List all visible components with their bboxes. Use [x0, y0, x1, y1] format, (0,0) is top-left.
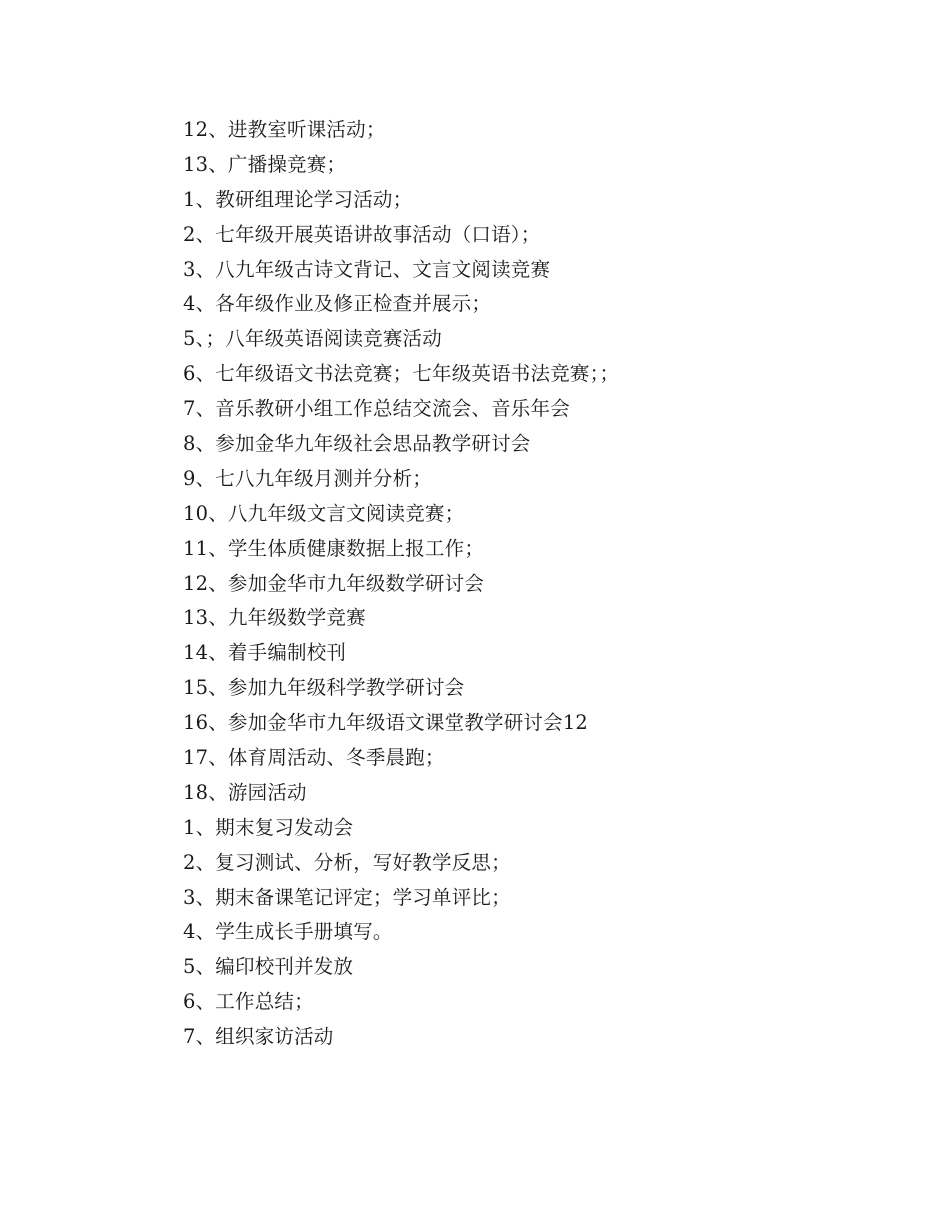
- list-item: 5、编印校刊并发放: [183, 955, 354, 979]
- list-item: 13、九年级数学竞赛: [183, 606, 366, 630]
- list-item: 9、七八九年级月测并分析；: [183, 466, 433, 490]
- list-item: 3、期末备课笔记评定；学习单评比；: [183, 885, 511, 909]
- list-item: 4、学生成长手册填写。: [183, 920, 393, 944]
- list-item: 10、八九年级文言文阅读竞赛；: [183, 501, 465, 525]
- list-item: 5、；八年级英语阅读竞赛活动: [183, 327, 442, 351]
- list-item: 14、着手编制校刊: [183, 641, 347, 665]
- list-item: 4、各年级作业及修正检查并展示；: [183, 292, 492, 316]
- list-item: 12、进教室听课活动；: [183, 118, 386, 141]
- list-item: 16、参加金华市九年级语文课堂教学研讨会12: [183, 711, 589, 735]
- list-item: 6、七年级语文书法竞赛；七年级英语书法竞赛；；: [183, 362, 620, 386]
- list-item: 15、参加九年级科学教学研讨会: [183, 676, 465, 700]
- list-item: 3、八九年级古诗文背记、文言文阅读竞赛: [183, 257, 551, 281]
- list-item: 18、游园活动: [183, 780, 307, 804]
- activity-list: [183, 113, 619, 1055]
- list-item: 13、广播操竞赛；: [183, 152, 347, 176]
- list-item: 11、学生体质健康数据上报工作；: [183, 536, 485, 560]
- list-item: 12、参加金华市九年级数学研讨会: [183, 571, 485, 595]
- list-item: 6、工作总结；: [183, 990, 314, 1014]
- list-item: 2、复习测试、分析，写好教学反思；: [183, 850, 511, 874]
- list-item: 17、体育周活动、冬季晨跑；: [183, 746, 445, 770]
- list-item: 1、期末复习发动会: [183, 815, 354, 839]
- list-item: 8、参加金华九年级社会思品教学研讨会: [183, 432, 531, 456]
- list-item: 7、组织家访活动: [183, 1025, 334, 1049]
- list-item: 2、七年级开展英语讲故事活动（口语）；: [183, 222, 541, 246]
- list-item: 7、音乐教研小组工作总结交流会、音乐年会: [183, 397, 570, 421]
- list-item: 1、教研组理论学习活动；: [183, 187, 413, 211]
